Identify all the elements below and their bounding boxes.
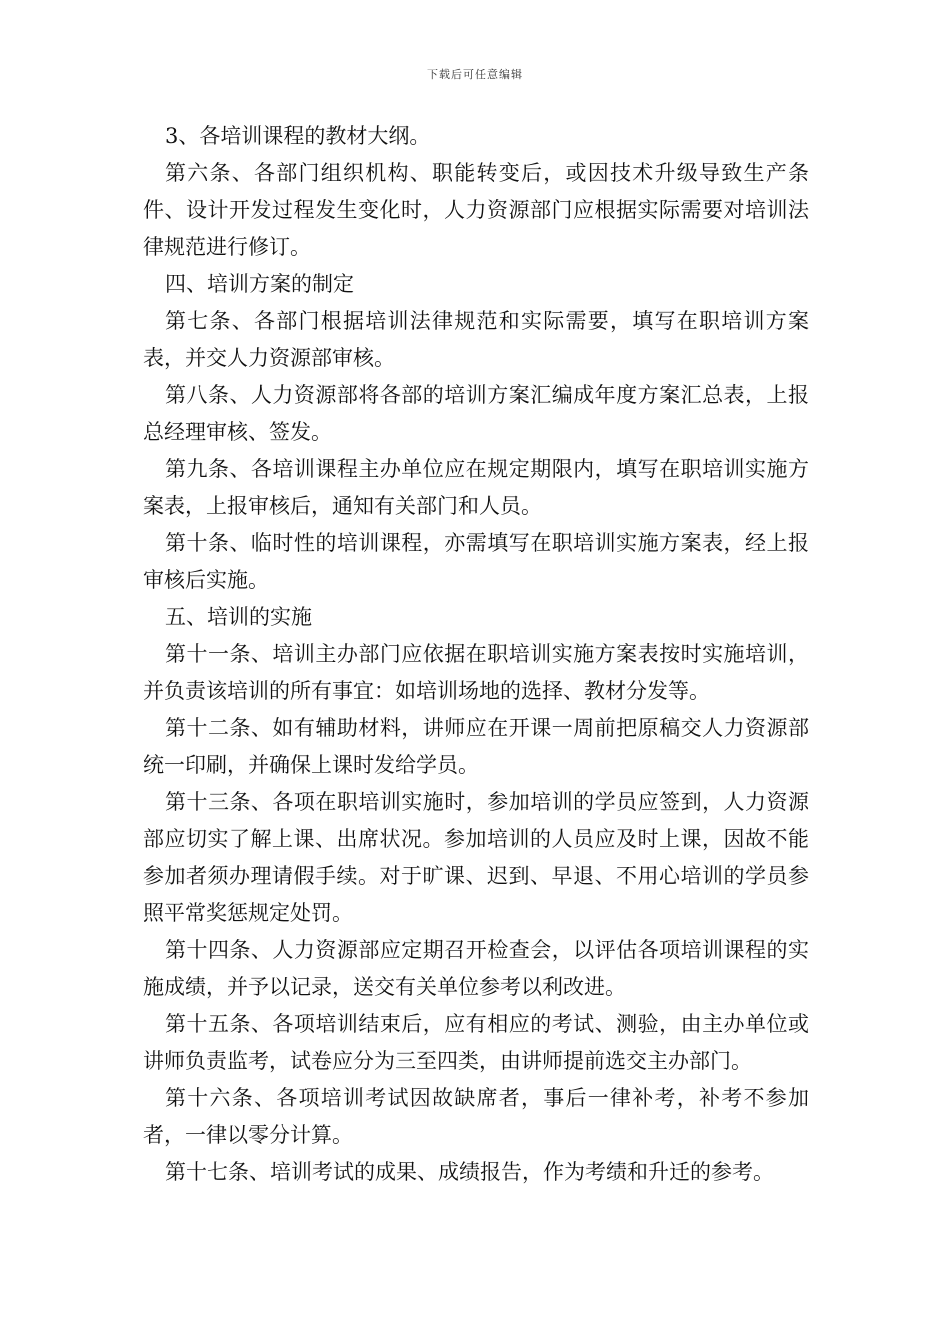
article-16: 第十六条、各项培训考试因故缺席者，事后一律补考，补考不参加者，一律以零分计算。	[143, 1086, 809, 1147]
section-heading-4: 四、培训方案的制定	[165, 272, 354, 296]
page-header: 下载后可任意编辑	[427, 68, 523, 81]
paragraph-item-3: 3、各培训课程的教材大纲。	[165, 124, 431, 148]
article-8: 第八条、人力资源部将各部的培训方案汇编成年度方案汇总表，上报总经理审核、签发。	[143, 383, 809, 444]
article-13: 第十三条、各项在职培训实施时，参加培训的学员应签到，人力资源部应切实了解上课、出席状况。参加培训的人员应及时上课，因故不能参加者须办理请假手续。对于旷课、迟到、早退、不用心培训的学员参照平常奖惩规定处罚。	[143, 790, 809, 925]
document-body	[143, 118, 809, 1191]
article-7: 第七条、各部门根据培训法律规范和实际需要，填写在职培训方案表，并交人力资源部审核。	[143, 309, 809, 370]
article-9: 第九条、各培训课程主办单位应在规定期限内，填写在职培训实施方案表，上报审核后，通知有关部门和人员。	[143, 457, 809, 518]
article-10: 第十条、临时性的培训课程，亦需填写在职培训实施方案表，经上报审核后实施。	[143, 531, 809, 592]
article-17: 第十七条、培训考试的成果、成绩报告，作为考绩和升迁的参考。	[165, 1160, 774, 1184]
article-11: 第十一条、培训主办部门应依据在职培训实施方案表按时实施培训，并负责该培训的所有事宜：如培训场地的选择、教材分发等。	[143, 642, 809, 703]
article-15: 第十五条、各项培训结束后，应有相应的考试、测验，由主办单位或讲师负责监考，试卷应分为三至四类，由讲师提前选交主办部门。	[143, 1012, 809, 1073]
article-14: 第十四条、人力资源部应定期召开检查会，以评估各项培训课程的实施成绩，并予以记录，送交有关单位参考以利改进。	[143, 938, 809, 999]
section-heading-5: 五、培训的实施	[165, 605, 312, 629]
article-6: 第六条、各部门组织机构、职能转变后，或因技术升级导致生产条件、设计开发过程发生变化时，人力资源部门应根据实际需要对培训法律规范进行修订。	[143, 161, 809, 259]
article-12: 第十二条、如有辅助材料，讲师应在开课一周前把原稿交人力资源部统一印刷，并确保上课时发给学员。	[143, 716, 809, 777]
